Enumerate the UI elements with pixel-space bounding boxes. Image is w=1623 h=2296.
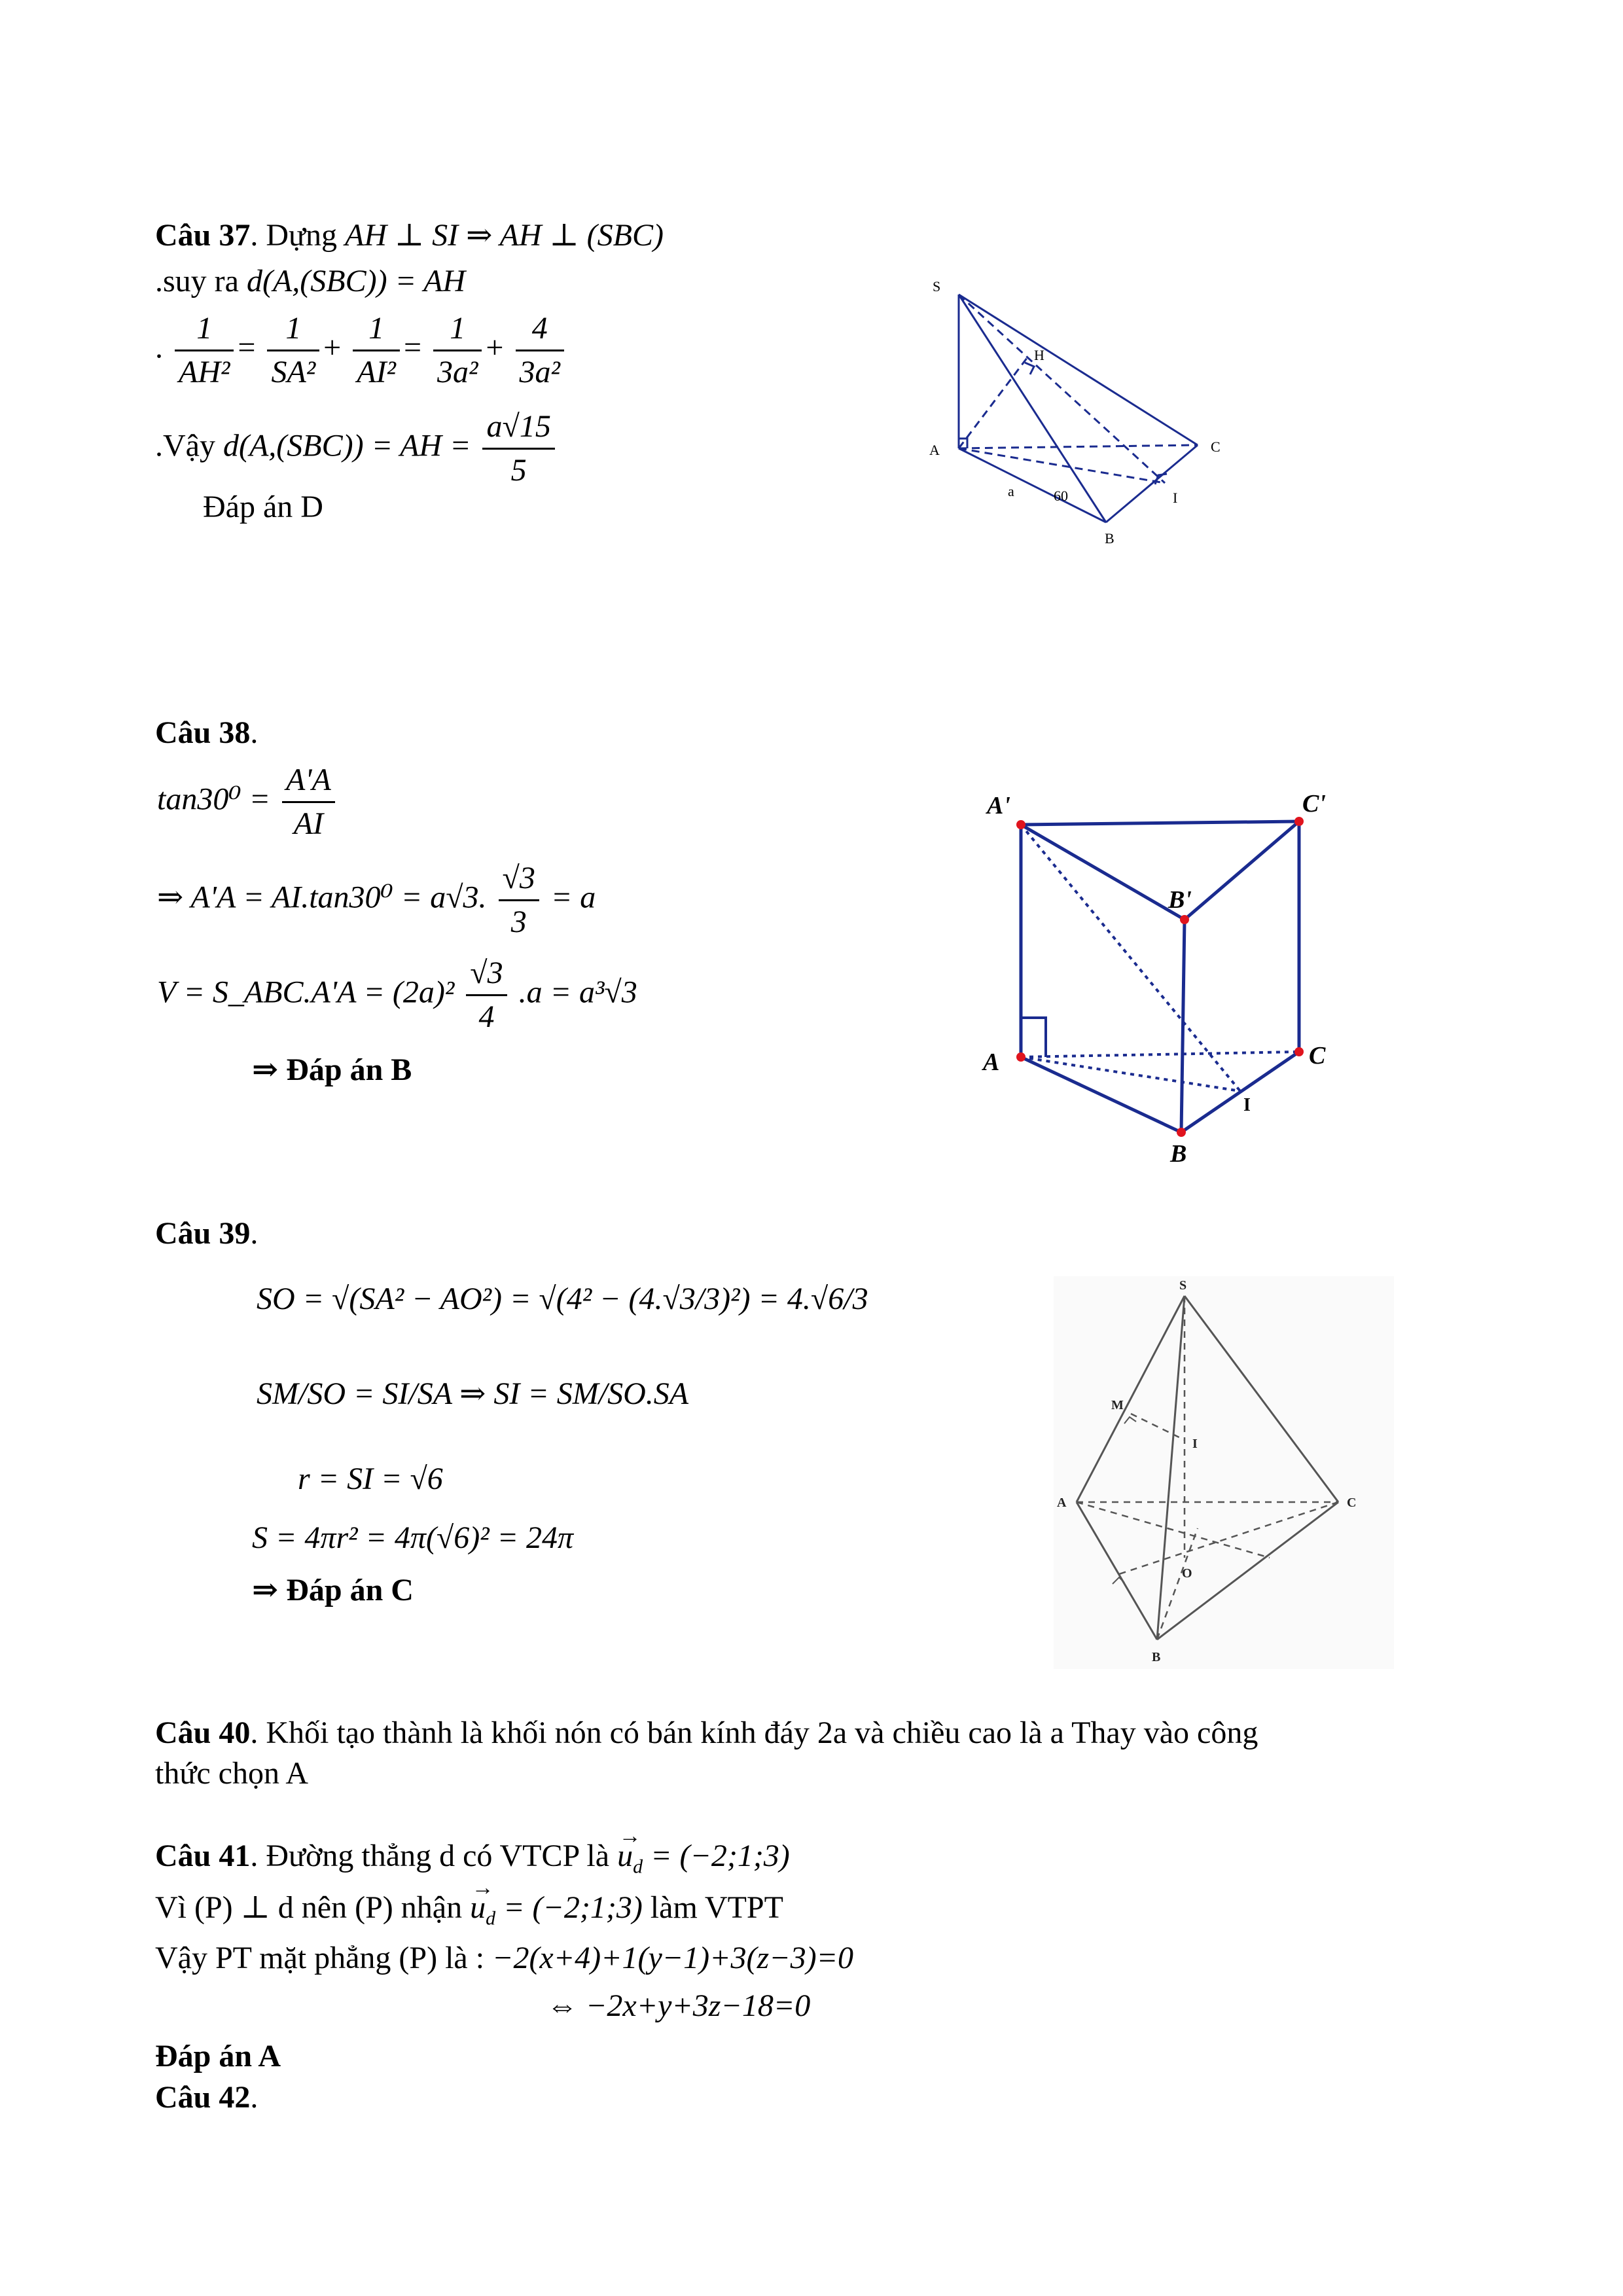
q37-frac-ah2: $\frac{1}{\text{AH²}}$ (175, 308, 234, 393)
q38-answer: ⇒ Đáp án B (252, 1052, 412, 1087)
fig37-label-angle: 60 (1054, 488, 1068, 504)
edge-sb (959, 295, 1106, 522)
q39-figure (1054, 1276, 1394, 1669)
fig37-label-s: S (933, 278, 941, 295)
q37-line4: .Vậy d(A,(SBC)) = AH = $\frac{a√15}{5}$ (155, 406, 559, 492)
vector-ud-2: → $u_d$ (470, 1888, 495, 1928)
q37-frac-ai2: $\frac{1}{\text{AI²}}$ (353, 308, 400, 393)
fig39-label-b: B (1152, 1650, 1161, 1664)
q37-frac-4: $\frac{4}{\text{3a²}}$ (516, 308, 564, 393)
fig37-label-c: C (1211, 439, 1221, 455)
q40-title: Câu 40 (155, 1715, 251, 1750)
right-angle-h (1025, 363, 1034, 374)
edge-ah (959, 357, 1027, 448)
fig38-label-c: C (1309, 1042, 1326, 1069)
point-c (1294, 1047, 1304, 1056)
edge-a1b1 (1021, 825, 1185, 920)
q37-title: Câu 37 (155, 218, 251, 253)
edge-ab (959, 448, 1106, 522)
q38-line2: ⇒ A'A = AI.tan30⁰ = a√3. $\frac{√3}{3}$ = a (157, 857, 596, 943)
fig37-label-a: A (929, 442, 940, 458)
q38-line3: V = S_ABC.A'A = (2a)² $\frac{√3}{4}$ .a = a³√3 (157, 952, 637, 1038)
q41-line2: Vì (P) ⊥ d nên (P) nhận → $u_d$ = (−2;1;3) làm VTPT (155, 1888, 783, 1928)
q37-line2: .suy ra d(A,(SBC)) = AH (155, 264, 466, 298)
figure-background (1054, 1276, 1394, 1669)
fig38-label-b1: B' (1168, 886, 1192, 914)
q38-title: Câu 38 . (155, 713, 258, 753)
point-a (1016, 1052, 1026, 1062)
q37-answer: Đáp án D (203, 490, 323, 524)
q38-line1: tan30⁰ = $\frac{A'A}{AI}$ (157, 759, 339, 845)
q39-line2: SM/SO = SI/SA ⇒ SI = SM/SO.SA (257, 1376, 689, 1411)
q38-tan-frac: $\frac{A'A}{AI}$ (282, 759, 335, 845)
fig37-label-a-side: a (1008, 483, 1014, 499)
q41-line4: ⇔ −2x+y+3z−18=0 (546, 1988, 811, 2023)
fig39-label-a: A (1057, 1496, 1067, 1510)
point-b (1177, 1128, 1186, 1137)
fig39-label-s: S (1179, 1278, 1187, 1293)
q37-line3: . $\frac{1}{\text{AH²}}$ = $\frac{1}{\text{SA²}}$ + $\frac{1}{\text{AI²}}$ = $\frac{1}{\text{3a²}}$ + $\frac{4}{\text{3a²}}$ (155, 308, 568, 393)
q41-line3: Vậy PT mặt phẳng (P) là : −2(x+4)+1(y−1)+3(z−3)=0 (155, 1941, 853, 1975)
q39-answer: ⇒ Đáp án C (252, 1573, 414, 1607)
q41-answer: Đáp án A (155, 2039, 281, 2073)
fig38-label-a1: A' (987, 792, 1010, 819)
q41-title: Câu 41 (155, 1839, 251, 1873)
edge-a1i (1021, 825, 1240, 1091)
edge-ac (959, 445, 1198, 448)
q39-line1: SO = √(SA² − AO²) = √(4² − (4.√3/3)²) = 4.√6/3 (257, 1282, 868, 1316)
vector-ud: → $u_d$ (617, 1837, 643, 1876)
point-b1 (1180, 915, 1189, 924)
edge-ab (1021, 1057, 1181, 1132)
point-a1 (1016, 820, 1026, 829)
edge-bc (1106, 445, 1198, 522)
q37-line1: Câu 37. Dựng AH ⊥ SI ⇒ AH ⊥ (SBC) (155, 218, 664, 253)
q38-line3-frac: $\frac{√3}{4}$ (466, 952, 507, 1038)
q37-figure (929, 275, 1230, 556)
q42-title: Câu 42 (155, 2080, 251, 2115)
fig39-label-c: C (1347, 1496, 1357, 1510)
q37-frac-3a2: $\frac{1}{\text{3a²}}$ (433, 308, 482, 393)
q38-figure (969, 782, 1361, 1175)
fig37-label-i: I (1173, 490, 1178, 506)
right-angle (1021, 1018, 1046, 1057)
edge-bb1 (1181, 920, 1185, 1132)
edge-a1c1 (1021, 821, 1299, 825)
edge-b1c1 (1185, 821, 1299, 920)
fig37-label-h: H (1034, 347, 1044, 363)
fig38-label-i: I (1243, 1095, 1251, 1115)
q37-frac-sa2: $\frac{1}{\text{SA²}}$ (267, 308, 319, 393)
q42-line: Câu 42. (155, 2080, 259, 2115)
fig39-label-i: I (1192, 1437, 1198, 1451)
q40-line1: Câu 40. Khối tạo thành là khối nón có bán kính đáy 2a và chiều cao là a Thay vào công (155, 1715, 1258, 1750)
edge-ac (1021, 1052, 1299, 1057)
edge-bc (1181, 1052, 1299, 1132)
fig38-label-a: A (983, 1049, 1000, 1076)
q39-title: Câu 39 . (155, 1214, 258, 1253)
fig39-label-m: M (1111, 1398, 1124, 1412)
point-c1 (1294, 817, 1304, 826)
q38-line2-frac: $\frac{√3}{3}$ (499, 857, 539, 943)
q41-line1: Câu 41. Đường thẳng d có VTCP là → $u_d$ = (−2;1;3) (155, 1837, 790, 1876)
q40-line2: thức chọn A (155, 1756, 308, 1791)
edge-sc (959, 295, 1198, 445)
q37-result-frac: $\frac{a√15}{5}$ (482, 406, 554, 492)
q39-line4: S = 4πr² = 4π(√6)² = 24π (252, 1520, 574, 1555)
fig38-label-c1: C' (1302, 790, 1326, 817)
fig39-label-o: O (1182, 1566, 1192, 1581)
q39-line3: r = SI = √6 (298, 1462, 443, 1496)
fig37-label-b: B (1105, 530, 1115, 547)
fig38-label-b: B (1170, 1140, 1187, 1168)
